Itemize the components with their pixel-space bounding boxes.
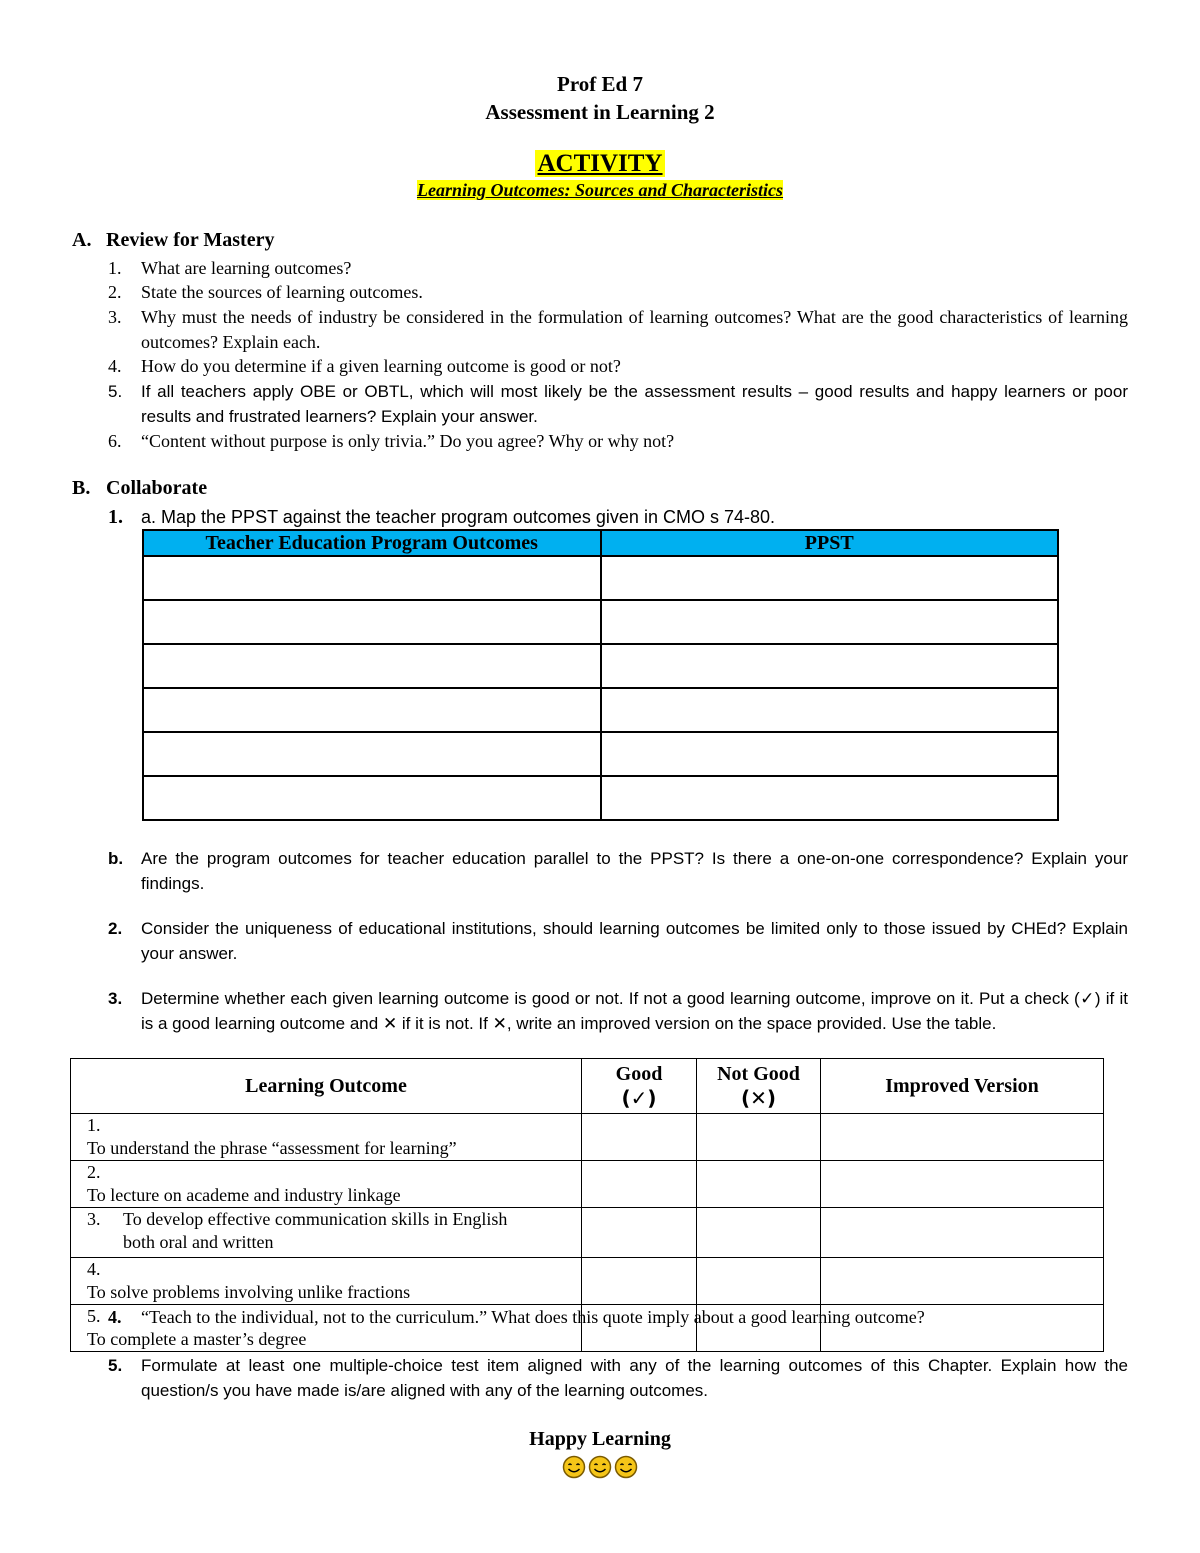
section-a-letter: A. — [72, 229, 92, 251]
table-row — [143, 556, 1058, 600]
table-row — [71, 1161, 1104, 1208]
not-good-cell — [697, 1258, 821, 1305]
table-row — [143, 688, 1058, 732]
review-item-text: Why must the needs of industry be considered in the formulation of learning outcomes? What are the good characteristics of learning outcomes? Explain each. — [141, 307, 1128, 352]
smiley-row — [0, 1455, 1200, 1484]
section-b-letter: B. — [72, 477, 91, 499]
review-item-text: State the sources of learning outcomes. — [141, 282, 423, 302]
table-cell — [601, 732, 1059, 776]
closing-message: Happy Learning — [529, 1428, 671, 1450]
learning-outcome-text: To lecture on academe and industry linkage — [87, 1185, 401, 1205]
table-header-row — [143, 530, 1058, 556]
column-header-good — [582, 1059, 697, 1114]
collaborate-item-number: 1. — [108, 506, 123, 528]
activity-subtitle-text: Learning Outcomes: Sources and Characteristics — [416, 180, 784, 200]
smiling-face-icon — [614, 1455, 638, 1479]
column-header-program-outcomes: Teacher Education Program Outcomes — [143, 530, 601, 556]
review-item-2 — [108, 280, 1128, 305]
table-row — [143, 644, 1058, 688]
good-cell — [582, 1114, 697, 1161]
good-label: Good — [615, 1063, 663, 1085]
review-item-text: What are learning outcomes? — [141, 258, 352, 278]
table-cell — [143, 732, 601, 776]
collaborate-item-text: Are the program outcomes for teacher education parallel to the PPST? Is there a one-on-one correspondence? Explain your findings. — [141, 849, 1128, 893]
table-header-row — [71, 1059, 1104, 1114]
table-row — [143, 776, 1058, 820]
table-cell — [601, 776, 1059, 820]
table-cell — [143, 556, 601, 600]
table-row — [71, 1208, 1104, 1258]
table-cell — [143, 644, 601, 688]
x-mark-icon: (✕) — [740, 1086, 777, 1110]
collaborate-item-text: a. Map the PPST against the teacher program outcomes given in CMO s 74-80. — [141, 507, 775, 527]
review-item-5 — [108, 379, 1128, 429]
column-header-not-good — [697, 1059, 821, 1114]
activity-subtitle — [0, 180, 1200, 201]
not-good-cell — [697, 1161, 821, 1208]
collaborate-item-number: 3. — [108, 989, 123, 1008]
review-item-number: 4. — [108, 356, 122, 376]
smiling-face-icon — [562, 1455, 586, 1479]
review-item-number: 3. — [108, 307, 122, 327]
course-title: Prof Ed 7 — [557, 72, 643, 96]
collaborate-item-1b — [108, 846, 1128, 896]
collaborate-item-text: “Teach to the individual, not to the curriculum.” What does this quote imply about a good learning outcome? — [141, 1307, 925, 1327]
learning-outcome-cell — [71, 1258, 582, 1305]
row-number: 1. — [87, 1115, 101, 1135]
table-cell — [601, 600, 1059, 644]
review-item-number: 6. — [108, 431, 122, 451]
table-cell — [143, 688, 601, 732]
collaborate-item-4 — [108, 1305, 1128, 1330]
collaborate-item-text: Formulate at least one multiple-choice test item aligned with any of the learning outcomes of this Chapter. Explain how the question/s you have made is/are aligned with any of the learning outcomes. — [141, 1356, 1128, 1400]
table-cell — [143, 600, 601, 644]
table-cell — [601, 688, 1059, 732]
section-a-title: Review for Mastery — [106, 229, 275, 251]
review-item-6 — [108, 429, 1128, 454]
review-item-number: 1. — [108, 258, 122, 278]
learning-outcome-text: To complete a master’s degree — [87, 1329, 307, 1349]
check-mark-icon: (✓) — [621, 1086, 657, 1110]
learning-outcome-cell — [71, 1208, 582, 1258]
table-cell — [601, 556, 1059, 600]
good-cell — [582, 1161, 697, 1208]
row-number: 3. — [87, 1209, 101, 1229]
subject-title: Assessment in Learning 2 — [485, 100, 715, 124]
section-a-heading — [72, 229, 274, 252]
improved-version-cell — [821, 1208, 1104, 1258]
collaborate-item-number: 5. — [108, 1356, 123, 1375]
learning-outcome-cell — [71, 1161, 582, 1208]
collaborate-item-text: Consider the uniqueness of educational institutions, should learning outcomes be limited only to those issued by CHEd? Explain your answer. — [141, 919, 1128, 963]
table-row — [71, 1258, 1104, 1305]
collaborate-item-text: Determine whether each given learning outcome is good or not. If not a good learning outcome, improve on it. Put a check (✓) if it is a good learning outcome and ✕ if it is not. If ✕, write an improved version on the space provided. Use the table. — [141, 989, 1128, 1033]
table-cell — [143, 776, 601, 820]
ppst-mapping-table — [142, 529, 1059, 821]
good-cell — [582, 1258, 697, 1305]
improved-version-cell — [821, 1161, 1104, 1208]
table-row — [143, 732, 1058, 776]
column-header-improved-version: Improved Version — [821, 1059, 1104, 1114]
review-item-4 — [108, 354, 1128, 379]
activity-label: ACTIVITY — [537, 150, 663, 177]
collaborate-item-number: 4. — [108, 1307, 122, 1327]
smiling-face-icon — [588, 1455, 612, 1479]
collaborate-item-1a — [108, 505, 1128, 530]
good-cell — [582, 1208, 697, 1258]
learning-outcome-text: To develop effective communication skills in English both oral and written — [123, 1209, 508, 1252]
collaborate-item-5 — [108, 1353, 1128, 1403]
table-cell — [601, 644, 1059, 688]
review-item-number: 2. — [108, 282, 122, 302]
section-b-heading — [72, 477, 207, 500]
collaborate-item-3 — [108, 986, 1128, 1036]
collaborate-item-number: 2. — [108, 919, 123, 938]
column-header-ppst: PPST — [601, 530, 1059, 556]
table-row — [71, 1114, 1104, 1161]
column-header-learning-outcome: Learning Outcome — [71, 1059, 582, 1114]
review-item-3 — [108, 305, 1128, 355]
not-good-cell — [697, 1114, 821, 1161]
not-good-cell — [697, 1208, 821, 1258]
review-item-number: 5. — [108, 382, 123, 401]
table-row — [143, 600, 1058, 644]
activity-heading — [0, 150, 1200, 178]
row-number: 5. — [87, 1306, 101, 1326]
collaborate-item-number: b. — [108, 849, 124, 868]
review-item-text: If all teachers apply OBE or OBTL, which will most likely be the assessment results – good results and happy learners or poor results and frustrated learners? Explain your answer. — [141, 382, 1128, 426]
improved-version-cell — [821, 1258, 1104, 1305]
review-item-text: How do you determine if a given learning outcome is good or not? — [141, 356, 621, 376]
section-b-title: Collaborate — [106, 477, 208, 499]
review-item-text: “Content without purpose is only trivia.” Do you agree? Why or why not? — [141, 431, 675, 451]
learning-outcome-text: To understand the phrase “assessment for learning” — [87, 1138, 457, 1158]
review-item-1 — [108, 256, 1128, 281]
not-good-label: Not Good — [717, 1063, 800, 1085]
learning-outcome-text: To solve problems involving unlike fractions — [87, 1282, 411, 1302]
learning-outcome-cell — [71, 1114, 582, 1161]
row-number: 2. — [87, 1162, 101, 1182]
row-number: 4. — [87, 1259, 101, 1279]
improved-version-cell — [821, 1114, 1104, 1161]
collaborate-item-2 — [108, 916, 1128, 966]
